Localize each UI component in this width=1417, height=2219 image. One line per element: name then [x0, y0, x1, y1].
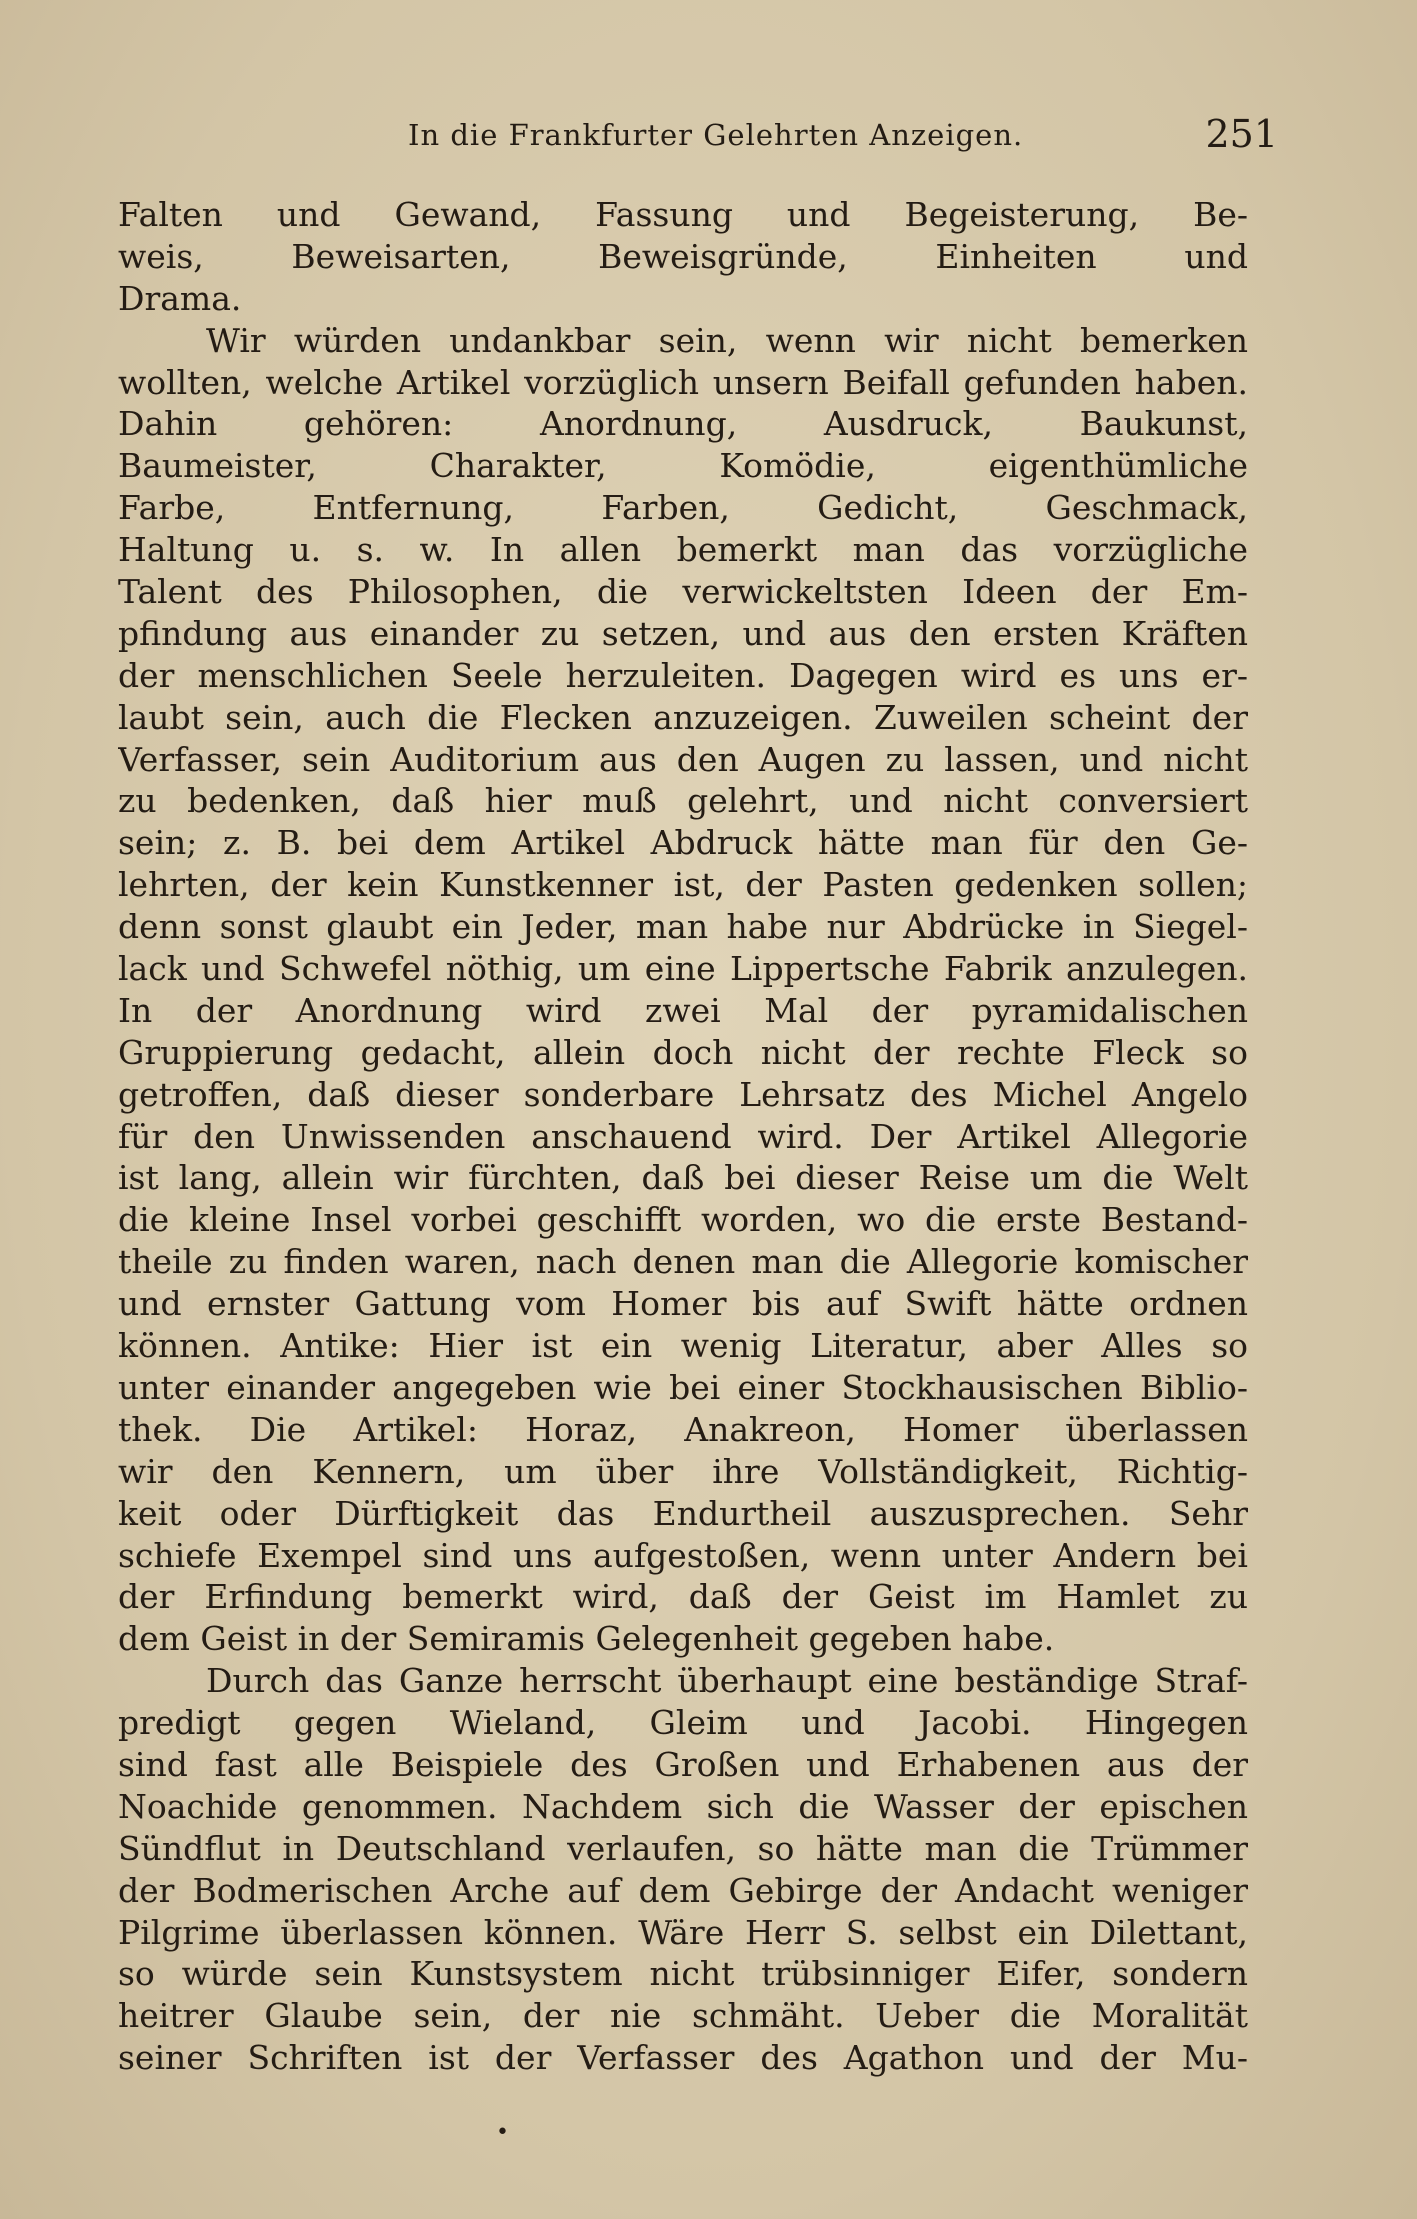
text-line: thek. Die Artikel: Horaz, Anakreon, Homer überlassen — [118, 1409, 1248, 1449]
text-line: denn sonst glaubt ein Jeder, man habe nur Abdrücke in Siegel- — [118, 907, 1248, 947]
text-line: keit oder Dürftigkeit das Endurtheil auszusprechen. Sehr — [118, 1493, 1248, 1533]
text-line: der menschlichen Seele herzuleiten. Dagegen wird es uns er- — [118, 655, 1248, 695]
text-line: Talent des Philosophen, die verwickeltsten Ideen der Em- — [118, 572, 1248, 612]
text-line: Durch das Ganze herrscht überhaupt eine beständige Straf- — [206, 1661, 1248, 1701]
text-line: so würde sein Kunstsystem nicht trübsinniger Eifer, sondern — [118, 1954, 1248, 1994]
text-line: wir den Kennern, um über ihre Vollständigkeit, Richtig- — [118, 1451, 1248, 1491]
footer-mark: • — [496, 2120, 509, 2145]
text-line: Sündflut in Deutschland verlaufen, so hätte man die Trümmer — [118, 1828, 1248, 1868]
page-header — [118, 112, 1278, 168]
text-line: die kleine Insel vorbei geschifft worden, wo die erste Bestand- — [118, 1200, 1248, 1240]
text-line: der Bodmerischen Arche auf dem Gebirge der Andacht weniger — [118, 1870, 1248, 1910]
text-line: Farbe, Entfernung, Farben, Gedicht, Geschmack, — [118, 488, 1248, 528]
text-line: theile zu finden waren, nach denen man die Allegorie komischer — [118, 1242, 1248, 1282]
text-line: laubt sein, auch die Flecken anzuzeigen. Zuweilen scheint der — [118, 697, 1248, 737]
text-line: heitrer Glaube sein, der nie schmäht. Ueber die Moralität — [118, 1996, 1248, 2036]
body-text — [118, 194, 1248, 2079]
text-line: können. Antike: Hier ist ein wenig Literatur, aber Alles so — [118, 1326, 1248, 1366]
text-line: getroffen, daß dieser sonderbare Lehrsatz des Michel Angelo — [118, 1074, 1248, 1114]
text-line: lack und Schwefel nöthig, um eine Lippertsche Fabrik anzulegen. — [118, 949, 1248, 989]
text-line: seiner Schriften ist der Verfasser des Agathon und der Mu- — [118, 2038, 1248, 2078]
text-line: wollten, welche Artikel vorzüglich unsern Beifall gefunden haben. — [118, 362, 1248, 402]
text-line: ist lang, allein wir fürchten, daß bei dieser Reise um die Welt — [118, 1158, 1248, 1198]
text-line: Falten und Gewand, Fassung und Begeisterung, Be- — [118, 195, 1248, 234]
page-number: 251 — [1205, 112, 1278, 156]
text-line: Dahin gehören: Anordnung, Ausdruck, Baukunst, — [118, 404, 1248, 444]
text-line: pfindung aus einander zu setzen, und aus den ersten Kräften — [118, 613, 1248, 653]
text-line: predigt gegen Wieland, Gleim und Jacobi. Hingegen — [118, 1703, 1248, 1743]
text-line: Drama. — [118, 278, 242, 318]
text-line: Noachide genommen. Nachdem sich die Wasser der epischen — [118, 1786, 1248, 1826]
text-line: zu bedenken, daß hier muß gelehrt, und nicht conversiert — [118, 781, 1248, 821]
text-line: Wir würden undankbar sein, wenn wir nicht bemerken — [206, 320, 1248, 360]
text-line: lehrten, der kein Kunstkenner ist, der Pasten gedenken sollen; — [118, 865, 1248, 905]
text-line: schiefe Exempel sind uns aufgestoßen, wenn unter Andern bei — [118, 1535, 1248, 1575]
text-line: der Erfindung bemerkt wird, daß der Geist im Hamlet zu — [118, 1577, 1248, 1617]
running-head: In die Frankfurter Gelehrten Anzeigen. — [408, 118, 1024, 152]
text-line: dem Geist in der Semiramis Gelegenheit gegeben habe. — [118, 1619, 1055, 1659]
text-line: Baumeister, Charakter, Komödie, eigenthümliche — [118, 446, 1248, 486]
text-line: Verfasser, sein Auditorium aus den Augen zu lassen, und nicht — [118, 739, 1248, 779]
text-line: und ernster Gattung vom Homer bis auf Swift hätte ordnen — [118, 1284, 1248, 1324]
text-line: weis, Beweisarten, Beweisgründe, Einheiten und — [118, 236, 1248, 276]
text-line: Gruppierung gedacht, allein doch nicht der rechte Fleck so — [118, 1032, 1248, 1072]
text-line: für den Unwissenden anschauend wird. Der Artikel Allegorie — [118, 1116, 1248, 1156]
text-line: sind fast alle Beispiele des Großen und Erhabenen aus der — [118, 1744, 1248, 1784]
text-line: Haltung u. s. w. In allen bemerkt man das vorzügliche — [118, 530, 1248, 570]
text-line: unter einander angegeben wie bei einer Stockhausischen Biblio- — [118, 1367, 1248, 1407]
text-line: sein; z. B. bei dem Artikel Abdruck hätte man für den Ge- — [118, 823, 1248, 863]
text-line: In der Anordnung wird zwei Mal der pyramidalischen — [118, 990, 1248, 1030]
text-line: Pilgrime überlassen können. Wäre Herr S. selbst ein Dilettant, — [118, 1912, 1248, 1952]
